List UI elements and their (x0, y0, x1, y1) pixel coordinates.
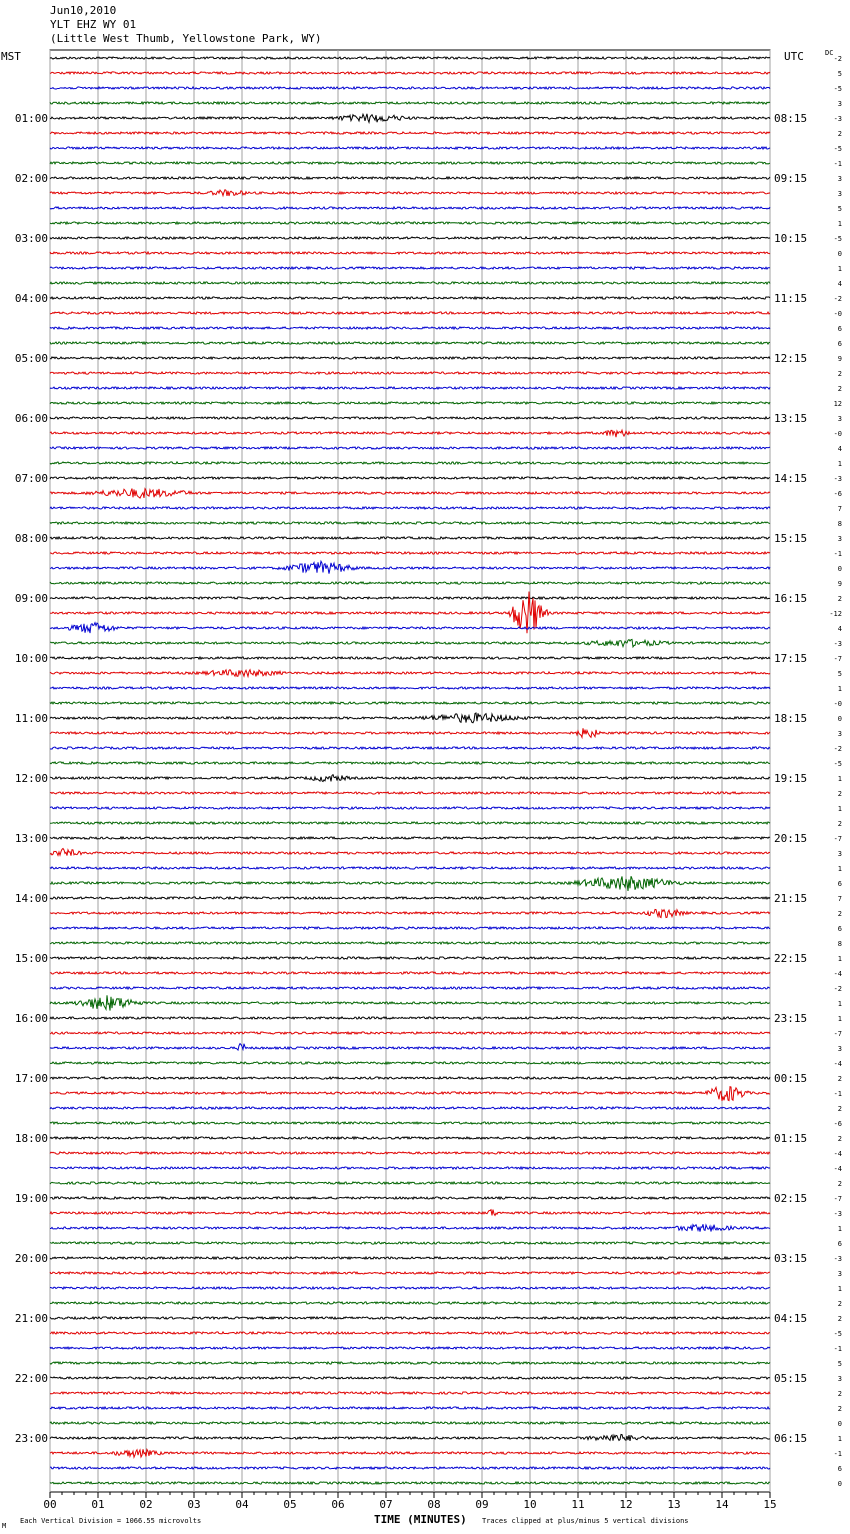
seismic-trace (50, 1287, 770, 1289)
seismic-trace (50, 909, 770, 917)
left-hour-label: 13:00 (14, 832, 48, 845)
seismic-trace (50, 657, 770, 659)
seismic-trace (50, 1434, 770, 1441)
dc-offset-label: -12 (829, 610, 842, 618)
dc-offset-label: 2 (837, 1390, 842, 1398)
dc-offset-label: -5 (833, 85, 842, 93)
dc-header-label: DC (825, 49, 834, 57)
seismic-trace (50, 582, 770, 584)
right-hour-label: 20:15 (774, 832, 808, 845)
clip-note: Traces clipped at plus/minus 5 vertical divisions (482, 1517, 689, 1525)
seismic-trace (50, 1347, 770, 1349)
seismic-trace (50, 822, 770, 824)
seismic-trace (50, 327, 770, 329)
right-hour-label: 23:15 (774, 1012, 808, 1025)
dc-offset-label: 1 (837, 220, 842, 228)
dc-offset-label: 3 (837, 175, 842, 183)
x-tick-label: 03 (187, 1498, 201, 1511)
seismic-trace (50, 87, 770, 89)
dc-offset-label: 2 (837, 1075, 842, 1083)
dc-offset-label: 1 (837, 1225, 842, 1233)
dc-offset-label: 0 (837, 565, 842, 573)
seismic-trace (50, 297, 770, 299)
seismic-trace (50, 147, 770, 149)
left-hour-label: 02:00 (14, 172, 48, 185)
left-hour-label: 14:00 (14, 892, 48, 905)
seismic-trace (50, 1224, 770, 1231)
dc-offset-label: -3 (833, 640, 842, 648)
seismic-trace (50, 1377, 770, 1379)
dc-offset-label: -3 (833, 1210, 842, 1218)
seismic-trace (50, 897, 770, 899)
dc-offset-label: -0 (833, 310, 842, 318)
dc-offset-label: -6 (833, 490, 842, 498)
seismic-trace (50, 462, 770, 464)
seismic-trace (50, 162, 770, 164)
x-tick-label: 14 (715, 1498, 729, 1511)
dc-offset-label: 7 (837, 505, 842, 513)
right-hour-label: 17:15 (774, 652, 808, 665)
dc-offset-label: 2 (837, 820, 842, 828)
corner-mark: M (2, 1522, 7, 1530)
dc-offset-label: -0 (833, 700, 842, 708)
left-hour-label: 09:00 (14, 592, 48, 605)
seismic-trace (50, 876, 770, 891)
seismic-trace (50, 995, 770, 1010)
right-hour-label: 02:15 (774, 1192, 808, 1205)
seismic-trace (50, 1392, 770, 1394)
seismic-trace (50, 792, 770, 794)
seismic-trace (50, 477, 770, 479)
right-hour-label: 09:15 (774, 172, 808, 185)
dc-offset-label: 3 (837, 1045, 842, 1053)
dc-offset-label: 7 (837, 895, 842, 903)
dc-offset-label: 2 (837, 790, 842, 798)
dc-offset-label: -1 (833, 550, 842, 558)
dc-offset-label: 0 (837, 715, 842, 723)
seismic-trace (50, 282, 770, 284)
seismic-trace (50, 867, 770, 869)
seismic-trace (50, 957, 770, 959)
dc-offset-label: 2 (837, 1315, 842, 1323)
left-hour-label: 20:00 (14, 1252, 48, 1265)
dc-offset-label: 5 (837, 205, 842, 213)
dc-offset-label: 3 (837, 415, 842, 423)
seismic-trace (50, 1482, 770, 1484)
dc-offset-label: 2 (837, 130, 842, 138)
dc-offset-label: 4 (837, 280, 842, 288)
seismic-trace (50, 1107, 770, 1109)
dc-offset-label: 2 (837, 1105, 842, 1113)
seismic-trace (50, 1362, 770, 1364)
axis-labels (15, 55, 842, 1511)
seismic-trace (50, 1197, 770, 1199)
dc-offset-label: -2 (833, 55, 842, 63)
seismic-trace (50, 561, 770, 573)
dc-offset-label: 2 (837, 910, 842, 918)
x-tick-label: 02 (139, 1498, 153, 1511)
left-hour-label: 07:00 (14, 472, 48, 485)
dc-offset-label: 2 (837, 370, 842, 378)
dc-offset-label: -2 (833, 985, 842, 993)
seismic-trace (50, 1272, 770, 1274)
dc-offset-label: 3 (837, 730, 842, 738)
x-tick-label: 09 (475, 1498, 489, 1511)
right-hour-label: 01:15 (774, 1132, 808, 1145)
dc-offset-label: -6 (833, 1120, 842, 1128)
seismic-trace (50, 1062, 770, 1064)
right-hour-label: 04:15 (774, 1312, 808, 1325)
seismic-trace (50, 1087, 770, 1101)
dc-offset-label: 9 (837, 580, 842, 588)
dc-offset-label: 6 (837, 325, 842, 333)
seismic-trace (50, 1302, 770, 1304)
left-hour-label: 22:00 (14, 1372, 48, 1385)
dc-offset-label: -2 (833, 295, 842, 303)
seismic-trace (50, 1407, 770, 1409)
x-tick-label: 00 (43, 1498, 57, 1511)
seismic-trace (50, 1467, 770, 1469)
seismic-trace (50, 1044, 770, 1051)
x-tick-label: 05 (283, 1498, 297, 1511)
seismic-trace (50, 1017, 770, 1019)
seismic-trace (50, 1077, 770, 1079)
right-hour-label: 16:15 (774, 592, 808, 605)
seismic-trace (50, 1032, 770, 1034)
seismic-trace (50, 713, 770, 723)
seismic-trace (50, 252, 770, 254)
seismic-trace (50, 597, 770, 599)
dc-offset-label: 0 (837, 1420, 842, 1428)
seismic-trace (50, 447, 770, 449)
dc-offset-label: -7 (833, 1195, 842, 1203)
dc-offset-label: 1 (837, 685, 842, 693)
right-hour-label: 14:15 (774, 472, 808, 485)
seismic-trace (50, 1167, 770, 1169)
right-timezone-label: UTC (784, 50, 804, 63)
dc-offset-label: -5 (833, 145, 842, 153)
x-tick-label: 06 (331, 1498, 345, 1511)
seismic-trace (50, 489, 770, 499)
right-hour-label: 10:15 (774, 232, 808, 245)
seismic-trace (50, 837, 770, 839)
dc-offset-label: -7 (833, 1030, 842, 1038)
seismic-trace (50, 849, 770, 856)
dc-offset-label: 5 (837, 1360, 842, 1368)
grid-lines (50, 50, 770, 1498)
seismic-trace (50, 747, 770, 749)
dc-offset-label: -4 (833, 1165, 842, 1173)
dc-offset-label: -1 (833, 1090, 842, 1098)
seismic-trace (50, 728, 770, 737)
dc-offset-label: 4 (837, 625, 842, 633)
left-hour-label: 03:00 (14, 232, 48, 245)
seismic-traces (50, 57, 770, 1484)
dc-offset-label: 9 (837, 355, 842, 363)
dc-offset-label: 2 (837, 385, 842, 393)
dc-offset-label: 3 (837, 850, 842, 858)
seismic-trace (50, 507, 770, 509)
seismic-trace (50, 267, 770, 269)
dc-offset-label: 1 (837, 265, 842, 273)
right-hour-label: 19:15 (774, 772, 808, 785)
seismic-trace (50, 972, 770, 974)
dc-offset-label: 6 (837, 880, 842, 888)
seismic-trace (50, 402, 770, 404)
dc-offset-label: -4 (833, 1060, 842, 1068)
seismic-trace (50, 522, 770, 524)
right-hour-label: 05:15 (774, 1372, 808, 1385)
dc-offset-label: 8 (837, 940, 842, 948)
left-hour-label: 16:00 (14, 1012, 48, 1025)
seismic-trace (50, 190, 770, 196)
seismic-trace (50, 417, 770, 419)
left-hour-label: 12:00 (14, 772, 48, 785)
left-hour-label: 11:00 (14, 712, 48, 725)
seismic-trace (50, 670, 770, 677)
dc-offset-label: 8 (837, 520, 842, 528)
dc-offset-label: 2 (837, 595, 842, 603)
x-tick-label: 10 (523, 1498, 537, 1511)
dc-offset-label: 3 (837, 1375, 842, 1383)
seismic-trace (50, 537, 770, 539)
seismic-trace (50, 222, 770, 224)
left-hour-label: 06:00 (14, 412, 48, 425)
x-tick-label: 12 (619, 1498, 633, 1511)
right-hour-label: 18:15 (774, 712, 808, 725)
left-hour-label: 21:00 (14, 1312, 48, 1325)
dc-offset-label: -2 (833, 745, 842, 753)
seismic-trace (50, 102, 770, 104)
dc-offset-label: 1 (837, 1435, 842, 1443)
dc-offset-label: 2 (837, 1135, 842, 1143)
dc-offset-label: -4 (833, 970, 842, 978)
chart-station: YLT EHZ WY 01 (50, 18, 137, 31)
dc-offset-label: 1 (837, 865, 842, 873)
seismic-trace (50, 207, 770, 209)
dc-offset-label: 3 (837, 1270, 842, 1278)
right-hour-label: 08:15 (774, 112, 808, 125)
x-tick-label: 15 (763, 1498, 777, 1511)
right-hour-label: 15:15 (774, 532, 808, 545)
right-hour-label: 03:15 (774, 1252, 808, 1265)
dc-offset-label: -3 (833, 1255, 842, 1263)
dc-offset-label: -4 (833, 1150, 842, 1158)
seismic-trace (50, 237, 770, 239)
seismic-trace (50, 552, 770, 554)
dc-offset-label: 1 (837, 955, 842, 963)
seismic-trace (50, 387, 770, 389)
left-hour-label: 17:00 (14, 1072, 48, 1085)
dc-offset-label: 1 (837, 775, 842, 783)
dc-offset-label: 3 (837, 190, 842, 198)
seismic-trace (50, 987, 770, 989)
x-tick-label: 13 (667, 1498, 681, 1511)
seismic-trace (50, 57, 770, 59)
dc-offset-label: -1 (833, 1450, 842, 1458)
dc-offset-label: 1 (837, 1285, 842, 1293)
seismic-trace (50, 1152, 770, 1154)
left-hour-label: 23:00 (14, 1432, 48, 1445)
seismic-trace (50, 1317, 770, 1319)
left-hour-label: 05:00 (14, 352, 48, 365)
dc-offset-label: 5 (837, 70, 842, 78)
left-hour-label: 15:00 (14, 952, 48, 965)
seismic-trace (50, 623, 770, 633)
x-tick-label: 04 (235, 1498, 249, 1511)
seismic-trace (50, 312, 770, 314)
left-hour-label: 10:00 (14, 652, 48, 665)
seismic-trace (50, 1182, 770, 1184)
dc-offset-label: -5 (833, 1330, 842, 1338)
dc-offset-label: -5 (833, 760, 842, 768)
seismic-trace (50, 372, 770, 374)
scale-note: Each Vertical Division = 1066.55 microvolts (20, 1517, 202, 1525)
left-timezone-label: MST (1, 50, 21, 63)
seismic-trace (50, 114, 770, 123)
dc-offset-label: -0 (833, 430, 842, 438)
dc-offset-label: -3 (833, 475, 842, 483)
dc-offset-label: 6 (837, 340, 842, 348)
seismic-trace (50, 1210, 770, 1216)
plot-frame (50, 50, 770, 1492)
dc-offset-label: 1 (837, 805, 842, 813)
dc-offset-label: 12 (833, 400, 842, 408)
dc-offset-label: -3 (833, 115, 842, 123)
dc-offset-label: 5 (837, 670, 842, 678)
dc-offset-label: -7 (833, 655, 842, 663)
seismic-trace (50, 762, 770, 764)
seismic-trace (50, 942, 770, 944)
seismic-trace (50, 927, 770, 929)
right-hour-label: 11:15 (774, 292, 808, 305)
dc-offset-label: 4 (837, 445, 842, 453)
dc-offset-label: 1 (837, 1000, 842, 1008)
dc-offset-label: 2 (837, 1300, 842, 1308)
dc-offset-label: 2 (837, 1405, 842, 1413)
right-hour-label: 12:15 (774, 352, 808, 365)
x-tick-label: 01 (91, 1498, 105, 1511)
dc-offset-label: 1 (837, 1015, 842, 1023)
left-hour-label: 08:00 (14, 532, 48, 545)
seismic-trace (50, 1137, 770, 1139)
dc-offset-label: 1 (837, 460, 842, 468)
left-hour-label: 18:00 (14, 1132, 48, 1145)
dc-offset-label: 3 (837, 535, 842, 543)
seismic-trace (50, 430, 770, 437)
chart-date: Jun10,2010 (50, 4, 117, 17)
right-hour-label: 22:15 (774, 952, 808, 965)
right-hour-label: 00:15 (774, 1072, 808, 1085)
x-axis-title: TIME (MINUTES) (374, 1513, 467, 1526)
seismic-trace (50, 357, 770, 359)
chart-location: (Little West Thumb, Yellowstone Park, WY) (50, 32, 322, 45)
dc-offset-label: -5 (833, 235, 842, 243)
x-tick-label: 08 (427, 1498, 441, 1511)
seismic-trace (50, 132, 770, 134)
x-tick-label: 07 (379, 1498, 393, 1511)
seismic-trace (50, 702, 770, 704)
x-tick-label: 11 (571, 1498, 585, 1511)
dc-offset-label: 2 (837, 1180, 842, 1188)
dc-offset-label: 0 (837, 1480, 842, 1488)
seismic-trace (50, 1422, 770, 1424)
seismic-trace (50, 342, 770, 344)
left-hour-label: 19:00 (14, 1192, 48, 1205)
seismic-trace (50, 1122, 770, 1124)
dc-offset-label: 3 (837, 100, 842, 108)
left-hour-label: 01:00 (14, 112, 48, 125)
dc-offset-label: -1 (833, 1345, 842, 1353)
dc-offset-label: 6 (837, 1465, 842, 1473)
seismic-trace (50, 72, 770, 74)
seismic-trace (50, 807, 770, 809)
seismic-trace (50, 1332, 770, 1334)
left-hour-label: 04:00 (14, 292, 48, 305)
seismic-trace (50, 639, 770, 647)
seismic-trace (50, 1242, 770, 1244)
dc-offset-label: -1 (833, 160, 842, 168)
right-hour-label: 06:15 (774, 1432, 808, 1445)
seismic-trace (50, 177, 770, 179)
seismic-trace (50, 775, 770, 782)
right-hour-label: 13:15 (774, 412, 808, 425)
seismic-trace (50, 1257, 770, 1259)
dc-offset-label: 6 (837, 1240, 842, 1248)
dc-offset-label: 6 (837, 925, 842, 933)
dc-offset-label: -7 (833, 835, 842, 843)
dc-offset-label: 0 (837, 250, 842, 258)
seismic-trace (50, 1449, 770, 1457)
right-hour-label: 21:15 (774, 892, 808, 905)
seismic-trace (50, 687, 770, 689)
